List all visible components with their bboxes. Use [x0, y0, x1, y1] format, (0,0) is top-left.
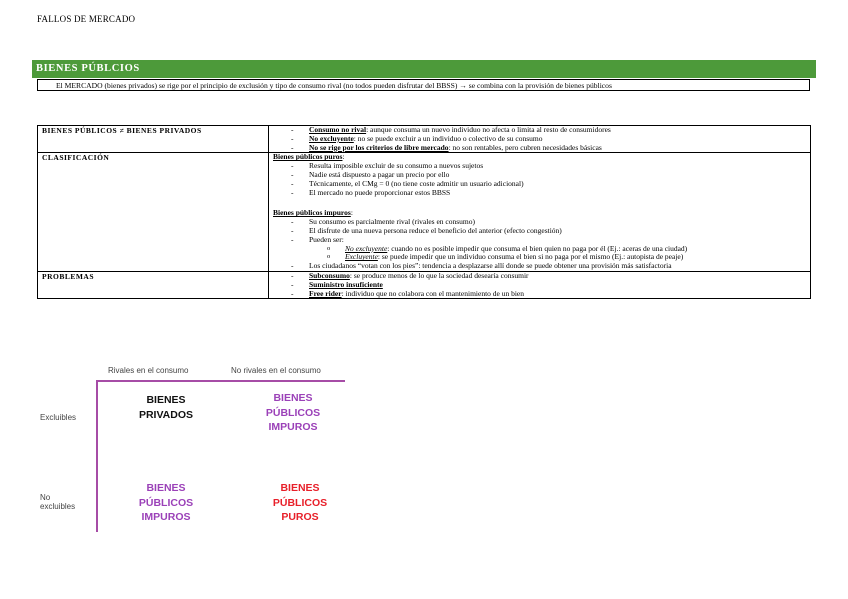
matrix-horizontal-axis — [97, 380, 345, 382]
matrix-col-no-rivales: No rivales en el consumo — [231, 366, 321, 375]
document-title: FALLOS DE MERCADO — [37, 14, 136, 24]
list-item: - Consumo no rival: aunque consuma un nuevo individuo no afecta o limita al resto de consumidores — [273, 126, 806, 135]
matrix-cell-bienes-privados: BIENES PRIVADOS — [138, 394, 194, 421]
intro-box: El MERCADO (bienes privados) se rige por el principio de exclusión y tipo de consumo rival (no todos pueden disfrutar del BBSS) → se combina con la provisión de bienes públicos — [37, 79, 810, 91]
table-row-bienes-publicos-vs-privados — [38, 126, 811, 153]
row-content-bienes-publicos-vs-privados — [269, 126, 811, 153]
matrix-cell-publicos-impuros-excluibles: BIENES PÚBLICOS IMPUROS — [265, 392, 321, 433]
subheading-puros: Bienes públicos puros: — [273, 152, 345, 162]
sub-list-item: o No excluyente: cuando no es posible impedir que consuma el bien quien no paga por él (Ej.: aceras de una ciudad) — [309, 245, 806, 254]
list-item: - Técnicamente, el CMg = 0 (no tiene coste admitir un usuario adicional) — [273, 180, 806, 189]
table-row-clasificacion — [38, 153, 811, 272]
list-item: - El mercado no puede proporcionar estos BBSS — [273, 189, 806, 198]
matrix-cell-publicos-puros: BIENES PÚBLICOS PUROS — [272, 482, 328, 523]
matrix-row-no-excluibles: No excluibles — [40, 493, 76, 511]
row-key-problemas: PROBLEMAS — [38, 271, 269, 298]
list-item: - Los ciudadanos “votan con los pies”: tendencia a desplazarse allí donde se puede obtener una provisión más satisfactoria — [273, 262, 806, 271]
list-item: - Su consumo es parcialmente rival (rivales en consumo) — [273, 218, 806, 227]
list-item: - El disfrute de una nueva persona reduce el beneficio del anterior (efecto congestión) — [273, 227, 806, 236]
list-item: - No se rige por los criterios de libre mercado: no son rentables, pero cubren necesidades básicas — [273, 144, 806, 153]
list-item: - Nadie está dispuesto a pagar un precio por ello — [273, 171, 806, 180]
row-content-problemas — [269, 271, 811, 298]
list-item: - Resulta imposible excluir de su consumo a nuevos sujetos — [273, 162, 806, 171]
table-row-problemas — [38, 271, 811, 298]
list-item: - Suministro insuficiente — [273, 281, 806, 290]
summary-table — [37, 125, 811, 299]
list-item: - Pueden ser: o No excluyente: cuando no es posible impedir que consuma el bien quien no paga por él (Ej.: aceras de una ciudad) o Excluyente: se puede impedir que un individuo consuma el bien si no paga por el mismo (Ej.: autopista de peaje) — [273, 236, 806, 262]
list-item: - Subconsumo: se produce menos de lo que la sociedad desearía consumir — [273, 272, 806, 281]
list-item: - No excluyente: no se puede excluir a un individuo o colectivo de su consumo — [273, 135, 806, 144]
matrix-vertical-axis — [96, 380, 98, 532]
section-header-bienes-publicos: BIENES PÚBLCIOS — [32, 60, 816, 78]
row-key-bienes-publicos-vs-privados: BIENES PÚBLICOS ≠ BIENES PRIVADOS — [38, 126, 269, 153]
subheading-impuros: Bienes públicos impuros: — [273, 208, 353, 218]
row-content-clasificacion — [269, 153, 811, 272]
matrix-col-rivales: Rivales en el consumo — [108, 366, 189, 375]
row-key-clasificacion: CLASIFICACIÓN — [38, 153, 269, 272]
matrix-row-excluibles: Excluibles — [40, 413, 77, 422]
matrix-cell-publicos-impuros-no-excluibles: BIENES PÚBLICOS IMPUROS — [138, 482, 194, 523]
sub-list-item: o Excluyente: se puede impedir que un individuo consuma el bien si no paga por el mismo (Ej.: autopista de peaje) — [309, 253, 806, 262]
list-item: - Free rider: individuo que no colabora con el mantenimiento de un bien — [273, 290, 806, 299]
